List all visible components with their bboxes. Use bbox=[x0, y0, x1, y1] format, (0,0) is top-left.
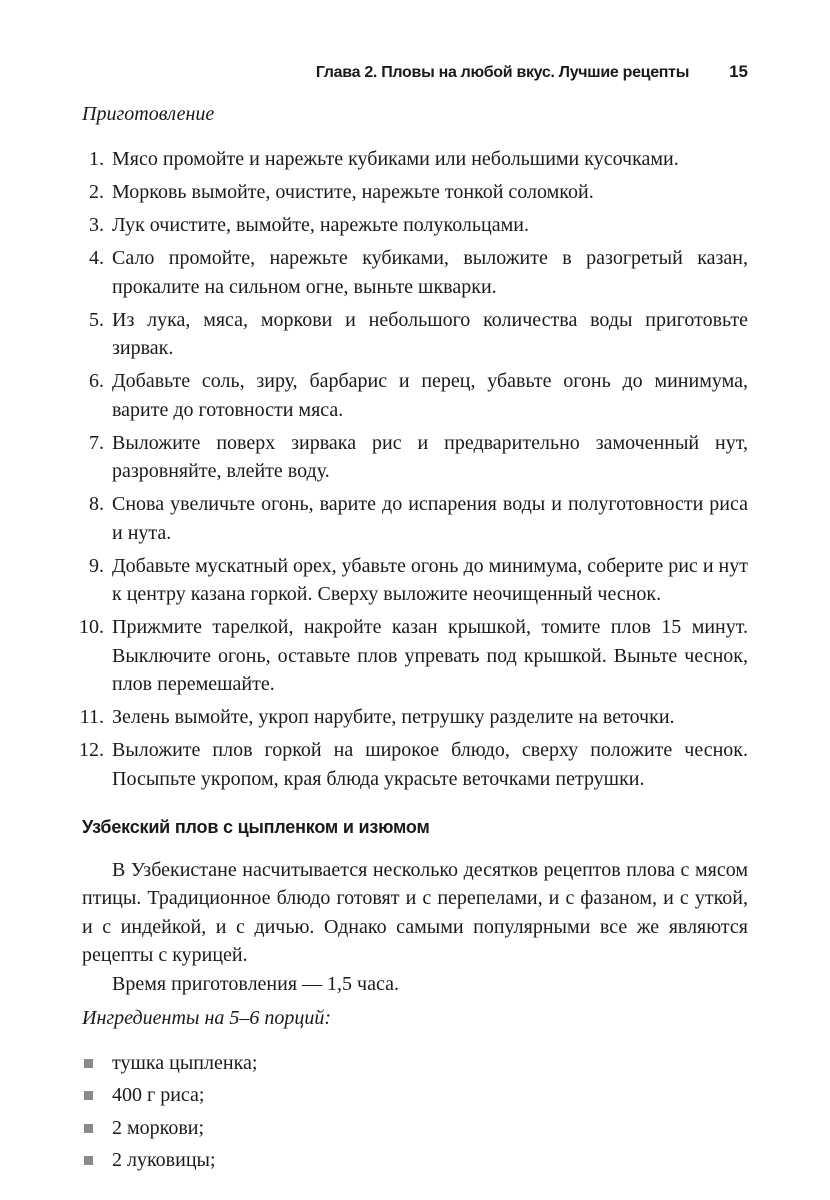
ingredients-list bbox=[82, 1049, 748, 1175]
step-number: 4. bbox=[89, 247, 104, 269]
step-item bbox=[82, 429, 748, 486]
step-item bbox=[82, 490, 748, 547]
step-text: Снова увеличьте огонь, варите до испарения воды и полуготовности риса и нута. bbox=[112, 493, 748, 544]
ingredient-text: 400 г риса; bbox=[112, 1084, 205, 1106]
step-item bbox=[82, 211, 748, 240]
step-text: Зелень вымойте, укроп нарубите, петрушку разделите на веточки. bbox=[112, 706, 675, 728]
ingredients-heading: Ингредиенты на 5–6 порций: bbox=[82, 1007, 332, 1029]
recipe-title: Узбекский плов с цыпленком и изюмом bbox=[82, 817, 430, 837]
step-text: Прижмите тарелкой, накройте казан крышкой, томите плов 15 минут. Выключите огонь, оставьте плов упревать под крышкой. Выньте чеснок, плов перемешайте. bbox=[112, 616, 748, 695]
step-item bbox=[82, 552, 748, 609]
step-number: 10. bbox=[79, 616, 104, 638]
step-text: Добавьте соль, зиру, барбарис и перец, убавьте огонь до минимума, варите до готовности мяса. bbox=[112, 370, 748, 421]
step-number: 12. bbox=[79, 739, 104, 761]
step-item bbox=[82, 244, 748, 301]
step-item bbox=[82, 306, 748, 363]
step-item bbox=[79, 613, 748, 699]
step-number: 6. bbox=[89, 370, 104, 392]
step-item bbox=[79, 703, 748, 732]
step-text: Выложите поверх зирвака рис и предварительно замоченный нут, разровняйте, влейте воду. bbox=[112, 431, 748, 482]
ingredient-text: тушка цыпленка; bbox=[112, 1051, 258, 1074]
preparation-steps bbox=[79, 145, 748, 793]
square-bullet-icon bbox=[84, 1124, 93, 1133]
step-text: Лук очистите, вымойте, нарежьте полукольцами. bbox=[112, 214, 529, 236]
chapter-title: Глава 2. Пловы на любой вкус. Лучшие рецепты bbox=[315, 64, 690, 81]
step-text: Добавьте мускатный орех, убавьте огонь до минимума, соберите рис и нут к центру казана горкой. Сверху выложите неочищенный чеснок. bbox=[112, 554, 748, 605]
cooking-time: Время приготовления — 1,5 часа. bbox=[112, 972, 399, 995]
step-text: Морковь вымойте, очистите, нарежьте тонкой соломкой. bbox=[112, 181, 594, 203]
step-item bbox=[82, 145, 748, 174]
ingredient-item bbox=[82, 1081, 748, 1110]
square-bullet-icon bbox=[84, 1156, 93, 1165]
step-number: 11. bbox=[79, 706, 104, 728]
ingredient-text: 2 луковицы; bbox=[112, 1149, 216, 1171]
ingredient-item bbox=[82, 1146, 748, 1175]
square-bullet-icon bbox=[84, 1059, 93, 1068]
step-number: 7. bbox=[89, 431, 104, 454]
running-header bbox=[82, 62, 748, 86]
square-bullet-icon bbox=[84, 1091, 93, 1100]
page-body bbox=[79, 100, 748, 1179]
recipe-intro: В Узбекистане насчитывается несколько десятков рецептов плова с мясом птицы. Традиционное блюдо готовят и с перепелами, и с фазаном, и с уткой, и с индейкой, и с дичью. Однако самыми популярными все же являются рецепты с курицей. bbox=[82, 858, 748, 966]
step-item bbox=[82, 367, 748, 424]
ingredient-item bbox=[82, 1114, 748, 1143]
step-text: Из лука, мяса, моркови и небольшого количества воды приготовьте зирвак. bbox=[112, 308, 748, 359]
preparation-heading: Приготовление bbox=[82, 103, 215, 125]
ingredient-item bbox=[82, 1049, 748, 1078]
step-number: 9. bbox=[89, 554, 104, 577]
step-number: 2. bbox=[89, 181, 104, 203]
step-number: 1. bbox=[89, 148, 104, 170]
step-item bbox=[79, 736, 748, 793]
step-number: 8. bbox=[89, 493, 104, 515]
step-item bbox=[82, 178, 748, 207]
step-text: Сало промойте, нарежьте кубиками, выложите в разогретый казан, прокалите на сильном огне, выньте шкварки. bbox=[112, 247, 748, 298]
step-text: Выложите плов горкой на широкое блюдо, сверху положите чеснок. Посыпьте укропом, края блюда украсьте веточками петрушки. bbox=[112, 739, 748, 790]
step-number: 5. bbox=[89, 308, 104, 331]
step-text: Мясо промойте и нарежьте кубиками или небольшими кусочками. bbox=[112, 148, 679, 170]
page-number: 15 bbox=[729, 62, 748, 81]
ingredient-text: 2 моркови; bbox=[112, 1116, 205, 1139]
step-number: 3. bbox=[89, 214, 104, 236]
